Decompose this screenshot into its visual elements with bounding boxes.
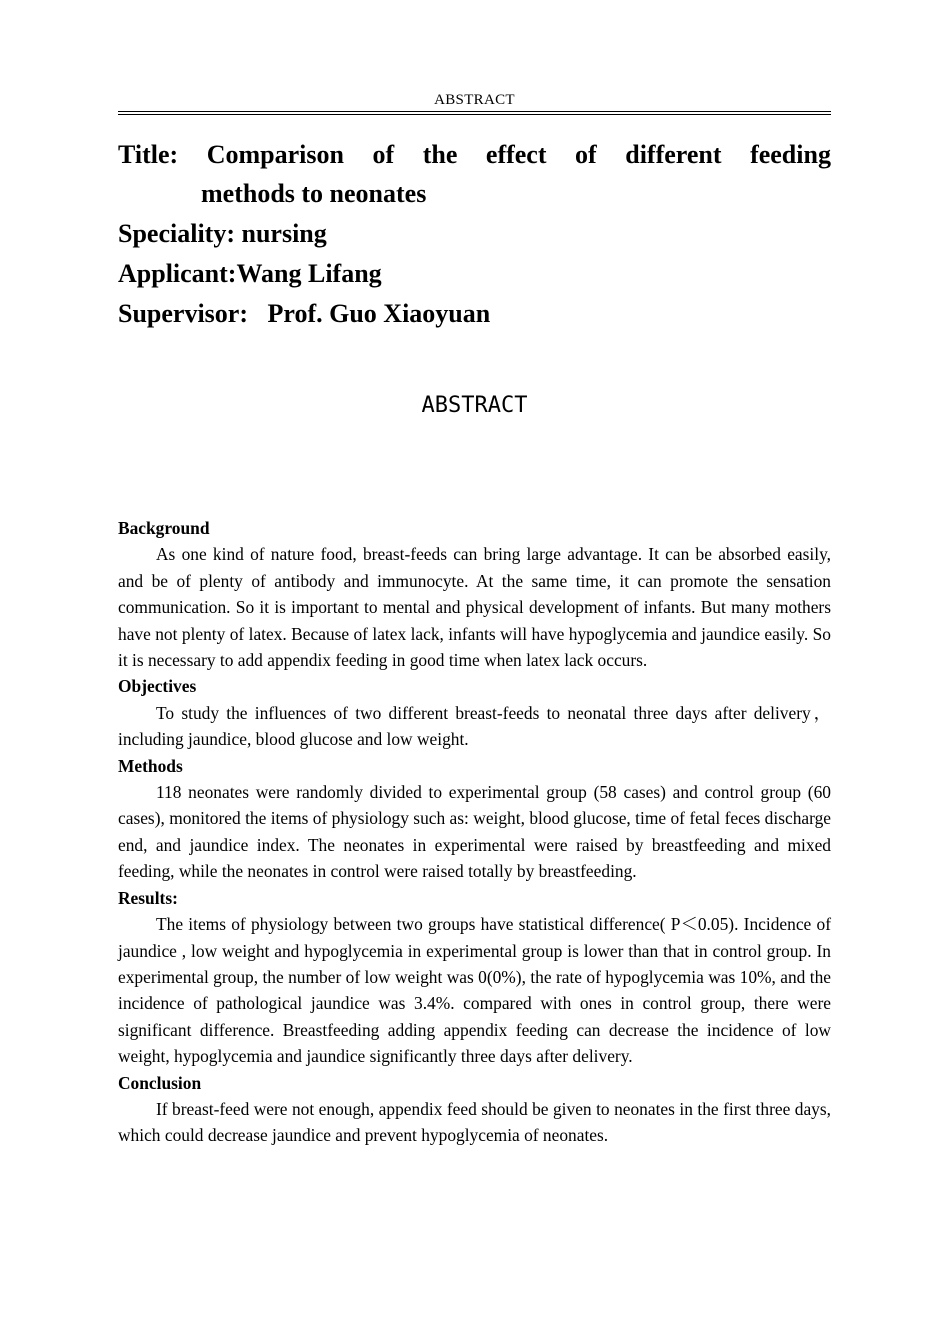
abstract-body <box>118 515 831 1149</box>
section-heading-results: Results: <box>118 887 178 908</box>
applicant-line: Applicant:Wang Lifang <box>118 259 382 288</box>
title-word: feeding <box>750 140 831 169</box>
section-text-background: As one kind of nature food, breast-feeds can bring large advantage. It can be absorbed easily, and be of plenty of antibody and immunocyte. At the same time, it can promote the sensation communication. So it is important to mental and physical development of infants. But many mothers have not plenty of latex. Because of latex lack, infants will have hypoglycemia and jaundice easily. So it is necessary to add appendix feeding in good time when latex lack occurs. <box>118 544 831 671</box>
section-heading-background: Background <box>118 518 210 538</box>
section-heading-objectives: Objectives <box>118 676 197 697</box>
title-word: different <box>625 140 722 169</box>
title-word: Comparison <box>206 140 344 169</box>
title-word: of <box>372 140 395 169</box>
title-word: effect <box>485 140 547 169</box>
header-rule <box>118 111 831 112</box>
header-rule-thin <box>118 114 831 115</box>
abstract-heading: ABSTRACT <box>421 393 528 418</box>
running-header: ABSTRACT <box>434 92 515 108</box>
title-line-2: methods to neonates <box>201 179 427 208</box>
section-text-conclusion: If breast-feed were not enough, appendix feed should be given to neonates in the first three days, which could decrease jaundice and prevent hypoglycemia of neonates. <box>118 1098 831 1146</box>
section-text-results: The items of physiology between two groups have statistical difference( P＜0.05). Incidence of jaundice , low weight and hypoglycemia in experimental group is lower than that in control group. In experimental group, the number of low weight was 0(0%), the rate of hypoglycemia was 10%, and the incidence of pathological jaundice was 3.4%. compared with ones in control group, there were significant difference. Breastfeeding adding appendix feeding can decrease the incidence of low weight, hypoglycemia and jaundice significantly three days after delivery. <box>118 914 831 1067</box>
section-text-methods: 118 neonates were randomly divided to experimental group (58 cases) and control group (60 cases), monitored the items of physiology such as: weight, blood glucose, time of fetal feces discharge end, and jaundice index. The neonates in experimental were raised by breastfeeding and mixed feeding, while the neonates in control were raised totally by breastfeeding. <box>118 782 831 882</box>
section-heading-methods: Methods <box>118 755 183 776</box>
title-word: of <box>575 140 597 169</box>
section-heading-conclusion: Conclusion <box>118 1072 202 1093</box>
thesis-title <box>118 135 831 213</box>
speciality-line: Speciality: nursing <box>118 219 327 248</box>
supervisor-line: Supervisor: Prof. Guo Xiaoyuan <box>118 299 491 328</box>
title-label: Title: <box>118 140 179 169</box>
title-word: the <box>422 140 458 169</box>
title-line-1 <box>118 135 831 174</box>
section-text-objectives: To study the influences of two different breast-feeds to neonatal three days after delivery，including jaundice, blood glucose and low weight. <box>118 702 831 750</box>
